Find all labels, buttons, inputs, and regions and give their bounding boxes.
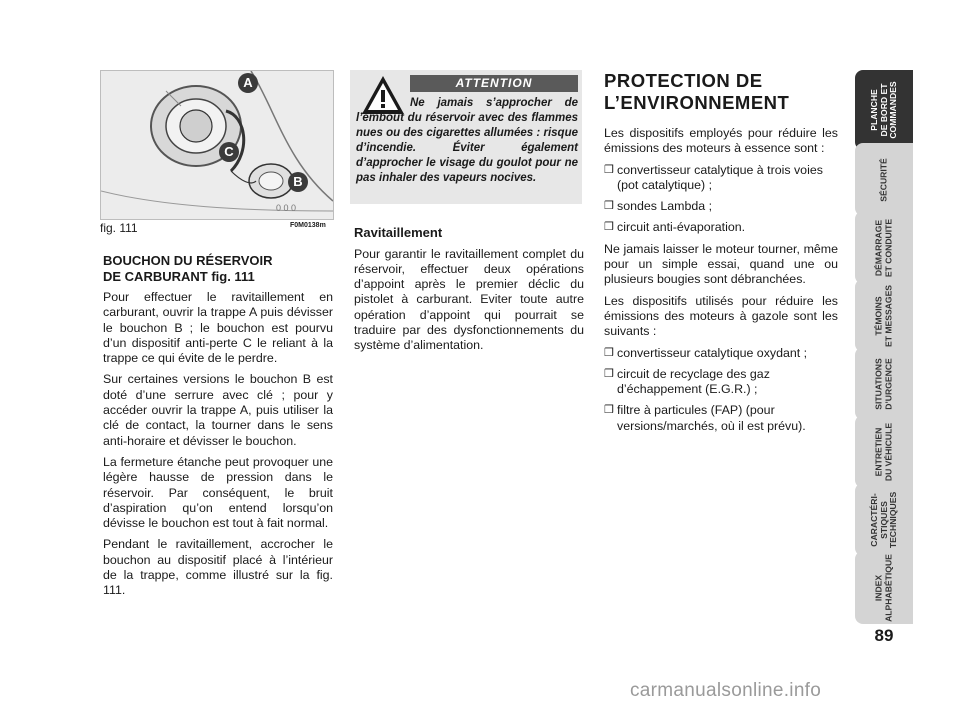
warning-text-body: Ne jamais s’approcher de l’embout du réservoir avec des flammes nues ou des cigarettes allumées : risque d’incendie. Éviter également d’approcher le visage du goulot pour ne pas inhaler des vapeurs nocives.: [356, 97, 578, 184]
paragraph: Pour effectuer le ravitaillement en carburant, ouvrir la trappe A puis dévisser le bouchon B ; le bouchon est pourvu d’un dispositif anti-perte C le reliant à la trappe ce qui évite de le perdre.: [103, 290, 333, 366]
paragraph: Les dispositifs employés pour réduire les émissions des moteurs à essence sont :: [604, 126, 838, 156]
list-item-text: convertisseur catalytique oxydant ;: [617, 345, 808, 360]
heading-line-1: BOUCHON DU RÉSERVOIR: [103, 253, 273, 268]
paragraph: Les dispositifs utilisés pour réduire les émissions des moteurs à gazole sont les suivants :: [604, 293, 838, 339]
callout-c: C: [219, 142, 239, 162]
fuel-cap-section: [103, 253, 333, 605]
refuelling-section: [354, 225, 584, 360]
svg-text:0 0 0: 0 0 0: [276, 203, 297, 213]
list-item: [604, 346, 838, 361]
section-heading: [103, 253, 333, 284]
fuel-cap-figure: [100, 70, 334, 220]
callout-a: A: [238, 73, 258, 93]
tab-index[interactable]: [855, 551, 913, 624]
list-item: [604, 163, 838, 194]
checkbox-bullet-icon: ❒: [604, 200, 614, 213]
list-item-text: sondes Lambda ;: [617, 199, 713, 214]
checkbox-bullet-icon: ❒: [604, 221, 614, 234]
checkbox-bullet-icon: ❒: [604, 163, 614, 176]
warning-title: ATTENTION: [410, 75, 578, 92]
callout-b: B: [288, 172, 308, 192]
tab-temoins[interactable]: [855, 279, 913, 352]
watermark: carmanualsonline.info: [630, 680, 822, 701]
paragraph: Ne jamais laisser le moteur tourner, même pour un simple essai, quand une ou plusieurs bougies sont débranchées.: [604, 241, 838, 287]
heading-line-2: DE CARBURANT fig. 111: [103, 268, 255, 284]
list-item-text: circuit de recyclage des gaz d’échappement (E.G.R.) ;: [617, 366, 770, 397]
tab-label: CARACTÉRI- STIQUES TECHNIQUES: [868, 491, 898, 548]
fuel-cap-illustration: [101, 71, 333, 219]
tab-label: ENTRETIEN DU VÉHICULE: [873, 422, 893, 481]
tab-entretien[interactable]: [855, 415, 913, 488]
warning-text: [356, 96, 578, 186]
tab-label: TÉMOINS ET MESSAGES: [873, 284, 893, 347]
list-item: [604, 367, 838, 398]
tab-planche-de-bord[interactable]: [855, 70, 913, 150]
tab-label: SITUATIONS D’URGENCE: [873, 357, 893, 410]
tab-label: INDEX ALPHABÉTIQUE: [873, 553, 893, 622]
tab-label: SÉCURITÉ: [878, 157, 889, 202]
paragraph: Pendant le ravitaillement, accrocher le bouchon au dispositif placé à l’intérieur de la trappe, comme illustré sur la fig. 111.: [103, 537, 333, 598]
list-item-text: convertisseur catalytique à trois voies (pot catalytique) ;: [617, 162, 823, 192]
tab-securite[interactable]: [855, 143, 913, 216]
list-item-text: circuit anti-évaporation.: [617, 220, 746, 235]
checkbox-bullet-icon: ❒: [604, 367, 614, 380]
paragraph: Sur certaines versions le bouchon B est doté d’une serrure avec clé ; pour y accéder ouvrir la trappe A, puis utiliser la clé de contact, la tourner dans le sens anti-horaire et dévisser le bouchon.: [103, 372, 333, 448]
checkbox-bullet-icon: ❒: [604, 404, 614, 417]
list-item: [604, 199, 838, 214]
list-item: [604, 220, 838, 235]
environment-section: [604, 70, 838, 440]
figure-code: F0M0138m: [290, 222, 326, 229]
paragraph: Pour garantir le ravitaillement complet du réservoir, effectuer deux opérations d’appoint après le premier déclic du pistolet à carburant. Eviter toute autre opération d’appoint qui pourrait se traduire par des dysfonctionnements du système d’alimentation.: [354, 246, 584, 353]
list-item: [604, 403, 838, 434]
tab-demarrage[interactable]: [855, 211, 913, 284]
list-item-text: filtre à particules (FAP) (pour versions/marchés, où il est prévu).: [617, 403, 806, 433]
title-line-2: L’ENVIRONNEMENT: [604, 92, 790, 113]
section-heading: Ravitaillement: [354, 225, 443, 240]
page-number: 89: [874, 626, 894, 645]
paragraph: La fermeture étanche peut provoquer une légère hausse de pression dans le réservoir. Par conséquent, le bruit d’aspiration qu’on entend lorsqu’on dévisse le bouchon est tout à fait normal.: [103, 454, 333, 531]
checkbox-bullet-icon: ❒: [604, 346, 614, 359]
tab-label: PLANCHE DE BORD ET COMMANDES: [868, 81, 898, 139]
tab-caracteristiques[interactable]: [855, 483, 913, 556]
page-title: [604, 70, 838, 114]
tab-situations-urgence[interactable]: [855, 347, 913, 420]
tab-label: DÉMARRAGE ET CONDUITE: [873, 218, 893, 277]
figure-caption: fig. 111: [100, 221, 138, 235]
title-line-1: PROTECTION DE: [604, 70, 763, 91]
